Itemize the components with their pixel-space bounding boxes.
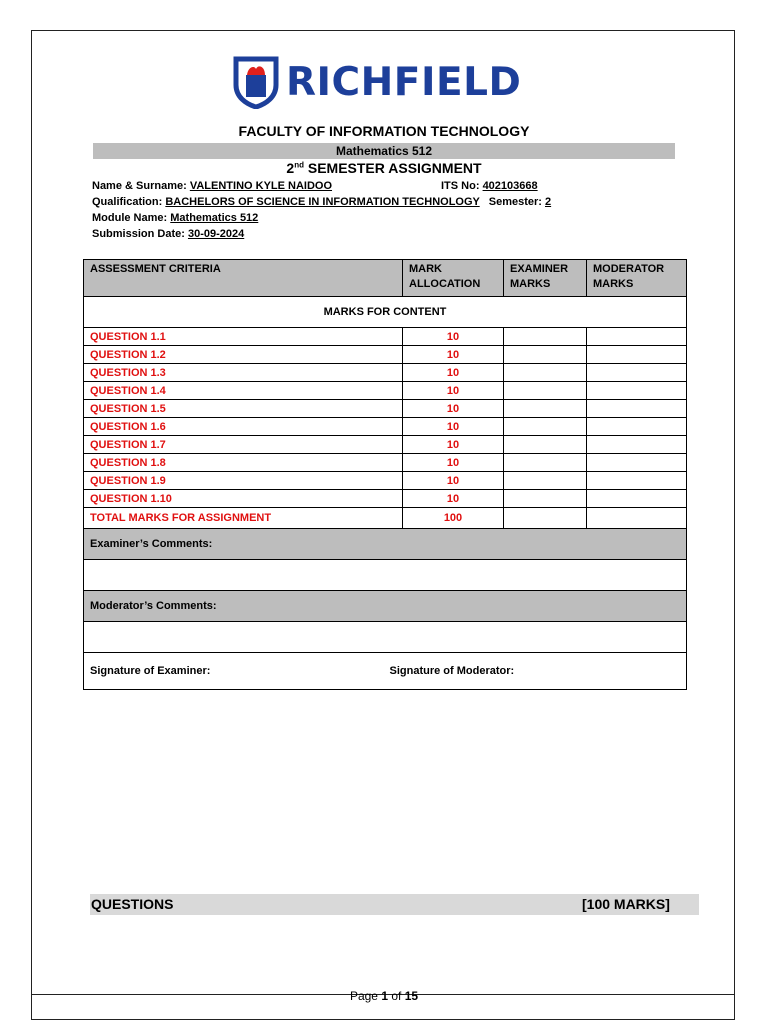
page-number: [0, 989, 768, 1003]
criteria-cell: QUESTION 1.7: [84, 436, 403, 454]
examiner-mark-cell[interactable]: [504, 400, 587, 418]
page-current: 1: [381, 989, 388, 1003]
name-value: VALENTINO KYLE NAIDOO: [189, 180, 333, 192]
table-row: [84, 472, 687, 490]
examiner-mark-cell[interactable]: [504, 346, 587, 364]
col-header-moderator: MODERATOR MARKS: [587, 260, 687, 297]
moderator-mark-cell[interactable]: [587, 418, 687, 436]
semester-text: SEMESTER ASSIGNMENT: [307, 160, 482, 176]
allocation-cell: 10: [403, 418, 504, 436]
moderator-comments-label: Moderator’s Comments:: [84, 591, 687, 622]
allocation-cell: 10: [403, 436, 504, 454]
richfield-shield-icon: [232, 55, 280, 109]
signature-row: [84, 653, 687, 690]
module-label: Module Name:: [92, 212, 168, 224]
examiner-mark-cell[interactable]: [504, 508, 587, 529]
examiner-mark-cell[interactable]: [504, 382, 587, 400]
semester-title: [0, 160, 768, 176]
examiner-signature-label: Signature of Examiner:: [90, 665, 211, 677]
date-label: Submission Date:: [92, 228, 185, 240]
criteria-cell: QUESTION 1.9: [84, 472, 403, 490]
module-bar: Mathematics 512: [93, 143, 675, 159]
examiner-mark-cell[interactable]: [504, 328, 587, 346]
table-row: [84, 346, 687, 364]
moderator-mark-cell[interactable]: [587, 508, 687, 529]
criteria-cell: QUESTION 1.4: [84, 382, 403, 400]
examiner-mark-cell[interactable]: [504, 364, 587, 382]
its-value: 402103668: [482, 180, 538, 192]
page-total: 15: [404, 989, 419, 1003]
moderator-comments-field-row: [84, 622, 687, 653]
allocation-cell: 10: [403, 400, 504, 418]
date-line: [92, 228, 244, 240]
table-row: [84, 400, 687, 418]
moderator-mark-cell[interactable]: [587, 472, 687, 490]
content-heading: MARKS FOR CONTENT: [84, 297, 687, 328]
moderator-mark-cell[interactable]: [587, 328, 687, 346]
allocation-cell: 10: [403, 382, 504, 400]
table-row: [84, 508, 687, 529]
questions-marks: [100 MARKS]: [582, 896, 670, 912]
examiner-comments-row: [84, 529, 687, 560]
table-header-row: [84, 260, 687, 297]
allocation-cell: 10: [403, 364, 504, 382]
moderator-mark-cell[interactable]: [587, 382, 687, 400]
semester-value: 2: [545, 196, 552, 208]
criteria-cell: QUESTION 1.8: [84, 454, 403, 472]
name-line: [92, 180, 332, 192]
allocation-cell: 10: [403, 328, 504, 346]
table-row: [84, 436, 687, 454]
name-label: Name & Surname:: [92, 180, 187, 192]
qualification-value: BACHELORS OF SCIENCE IN INFORMATION TECHNOLOGY: [165, 196, 480, 208]
allocation-cell: 10: [403, 472, 504, 490]
moderator-mark-cell[interactable]: [587, 454, 687, 472]
table-row: [84, 382, 687, 400]
criteria-cell: QUESTION 1.2: [84, 346, 403, 364]
allocation-cell: 100: [403, 508, 504, 529]
table-row: [84, 364, 687, 382]
questions-label: QUESTIONS: [91, 896, 174, 912]
semester-label: Semester:: [488, 196, 542, 208]
module-value: Mathematics 512: [170, 212, 259, 224]
qualification-label: Qualification:: [92, 196, 163, 208]
col-header-examiner: EXAMINER MARKS: [504, 260, 587, 297]
moderator-comments-row: [84, 591, 687, 622]
table-row: [84, 490, 687, 508]
richfield-logo: [232, 54, 542, 110]
its-line: [441, 180, 538, 192]
qualification-line: [92, 196, 551, 208]
semester-suffix: nd: [294, 160, 304, 170]
examiner-mark-cell[interactable]: [504, 490, 587, 508]
page-word: Page: [349, 989, 378, 1003]
examiner-mark-cell[interactable]: [504, 436, 587, 454]
examiner-mark-cell[interactable]: [504, 418, 587, 436]
table-row: [84, 418, 687, 436]
col-header-allocation: MARK ALLOCATION: [403, 260, 504, 297]
criteria-cell: QUESTION 1.10: [84, 490, 403, 508]
brand-name: RICHFIELD: [286, 59, 522, 105]
moderator-mark-cell[interactable]: [587, 364, 687, 382]
question-rows: [84, 328, 687, 529]
examiner-mark-cell[interactable]: [504, 472, 587, 490]
moderator-mark-cell[interactable]: [587, 346, 687, 364]
assessment-table: [83, 259, 687, 690]
criteria-cell: QUESTION 1.5: [84, 400, 403, 418]
examiner-comments-field[interactable]: [84, 560, 687, 591]
faculty-title: FACULTY OF INFORMATION TECHNOLOGY: [238, 123, 530, 139]
date-value: 30-09-2024: [187, 228, 245, 240]
its-label: ITS No:: [441, 180, 480, 192]
examiner-comments-field-row: [84, 560, 687, 591]
moderator-mark-cell[interactable]: [587, 400, 687, 418]
examiner-comments-label: Examiner’s Comments:: [84, 529, 687, 560]
moderator-comments-field[interactable]: [84, 622, 687, 653]
module-line: [92, 212, 258, 224]
criteria-cell: TOTAL MARKS FOR ASSIGNMENT: [84, 508, 403, 529]
examiner-mark-cell[interactable]: [504, 454, 587, 472]
signature-cell: [84, 653, 687, 690]
allocation-cell: 10: [403, 490, 504, 508]
questions-bar: [90, 894, 699, 915]
moderator-mark-cell[interactable]: [587, 436, 687, 454]
content-heading-row: [84, 297, 687, 328]
allocation-cell: 10: [403, 346, 504, 364]
criteria-cell: QUESTION 1.3: [84, 364, 403, 382]
criteria-cell: QUESTION 1.1: [84, 328, 403, 346]
col-header-criteria: ASSESSMENT CRITERIA: [84, 260, 403, 297]
criteria-cell: QUESTION 1.6: [84, 418, 403, 436]
semester-number: 2: [286, 160, 295, 176]
table-row: [84, 454, 687, 472]
moderator-signature-label: Signature of Moderator:: [389, 665, 515, 677]
of-word: of: [391, 989, 402, 1003]
allocation-cell: 10: [403, 454, 504, 472]
moderator-mark-cell[interactable]: [587, 490, 687, 508]
table-row: [84, 328, 687, 346]
